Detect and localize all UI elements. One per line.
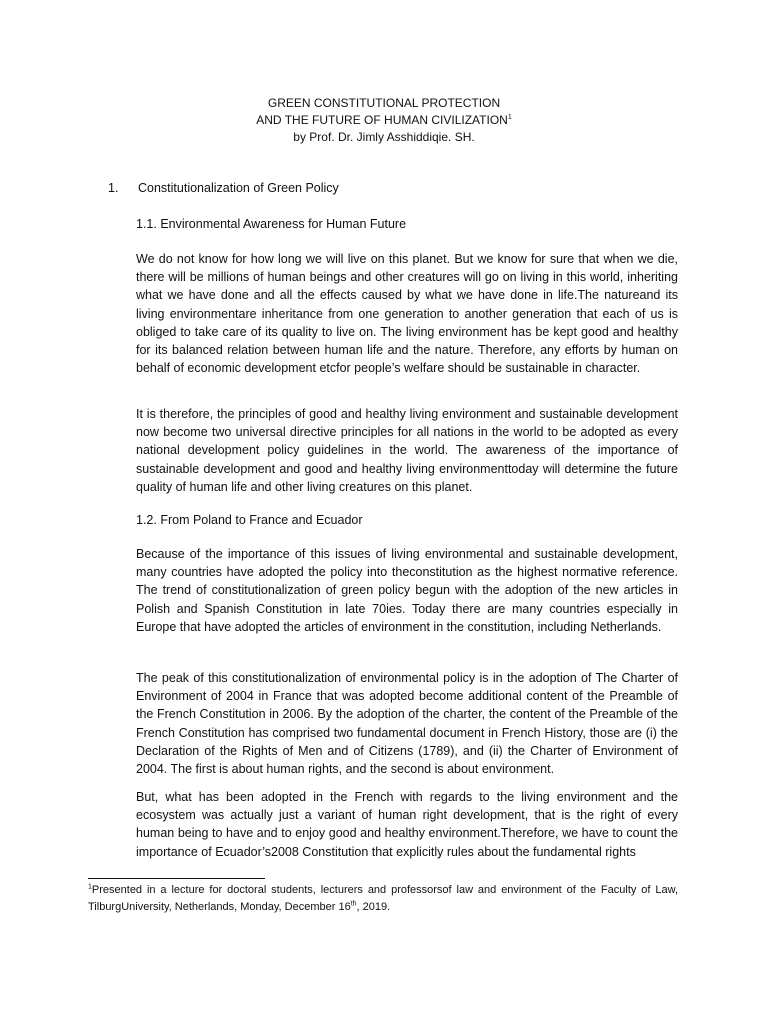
paragraph-5: But, what has been adopted in the French with regards to the living environment and the ecosystem was actually just a variant of human right development, that is the right of every human being to have and to enjoy good and healthy environment.Therefore, we have to count the importance of Ecuador’s2008 Constitution that explicitly rules about the fundamental rights xyxy=(136,790,678,859)
footnote-ordinal: th xyxy=(350,900,357,908)
paragraph-3: Because of the importance of this issues of living environmental and sustainable development, many countries have adopted the policy into theconstitution as the highest normative reference. The trend of constitutionalization of green policy begun with the adoption of the new articles in Polish and Spanish Constitution in late 70ies. Today there are many countries especially in Europe that have adopted the articles of environment in the constitution, including Netherlands. xyxy=(136,547,678,634)
paragraph-1: We do not know for how long we will live on this planet. But we know for sure that when we die, there will be millions of human beings and other creatures will go on living in this world, inheriting what we have done and all the effects caused by what we have done in life.The natureand its living environmentare inheritance from one generation to another generation that each of us is obliged to take care of its quality to live on. The living environment has be kept good and healthy for its balanced relation between human life and the nature. Therefore, any efforts by human on behalf of economic development etcfor people’s welfare should be sustainable in character. xyxy=(136,252,678,376)
title-line-2 xyxy=(0,112,768,129)
footnote-text: Presented in a lecture for doctoral students, lecturers and professorsof law and environment of the Faculty of Law, TilburgUniversity, Netherlands, Monday, December 16 xyxy=(88,884,678,913)
footnote-text-end: , 2019. xyxy=(356,901,391,913)
footnote-marker: 1 xyxy=(88,883,92,891)
author-line: by Prof. Dr. Jimly Asshiddiqie. SH. xyxy=(293,130,475,144)
title-line-1: GREEN CONSTITUTIONAL PROTECTION xyxy=(267,96,501,110)
subsection-1-1-heading: 1.1. Environmental Awareness for Human Future xyxy=(136,217,407,231)
footnote-reference[interactable]: 1 xyxy=(507,114,512,121)
title-line-2-text: AND THE FUTURE OF HUMAN CIVILIZATION xyxy=(256,113,508,127)
section-1-heading xyxy=(108,180,339,197)
paragraph-4: The peak of this constitutionalization of environmental policy is in the adoption of The Charter of Environment of 2004 in France that was adopted become additional content of the Preamble of the French Constitution in 2006. By the adoption of the charter, the content of the Preamble of the French Constitution has comprised two fundamental document in French History, those are (i) the Declaration of the Rights of Men and of Citizens (1789), and (ii) the Charter of Environment of 2004. The first is about human rights, and the second is about environment. xyxy=(136,671,678,777)
section-1-number: 1. xyxy=(108,181,119,195)
paragraph-2: It is therefore, the principles of good and healthy living environment and sustainable development now become two universal directive principles for all nations in the world to be adopted as every national development policy guidelines in the world. The awareness of the importance of sustainable development and good and healthy living environmenttoday will determine the future quality of human life and other living creatures on this planet. xyxy=(136,407,678,494)
subsection-1-2-heading: 1.2. From Poland to France and Ecuador xyxy=(136,513,363,527)
document-title xyxy=(0,95,768,146)
footnote xyxy=(88,882,678,916)
footnote-divider xyxy=(88,878,265,879)
section-1-title: Constitutionalization of Green Policy xyxy=(138,181,339,195)
